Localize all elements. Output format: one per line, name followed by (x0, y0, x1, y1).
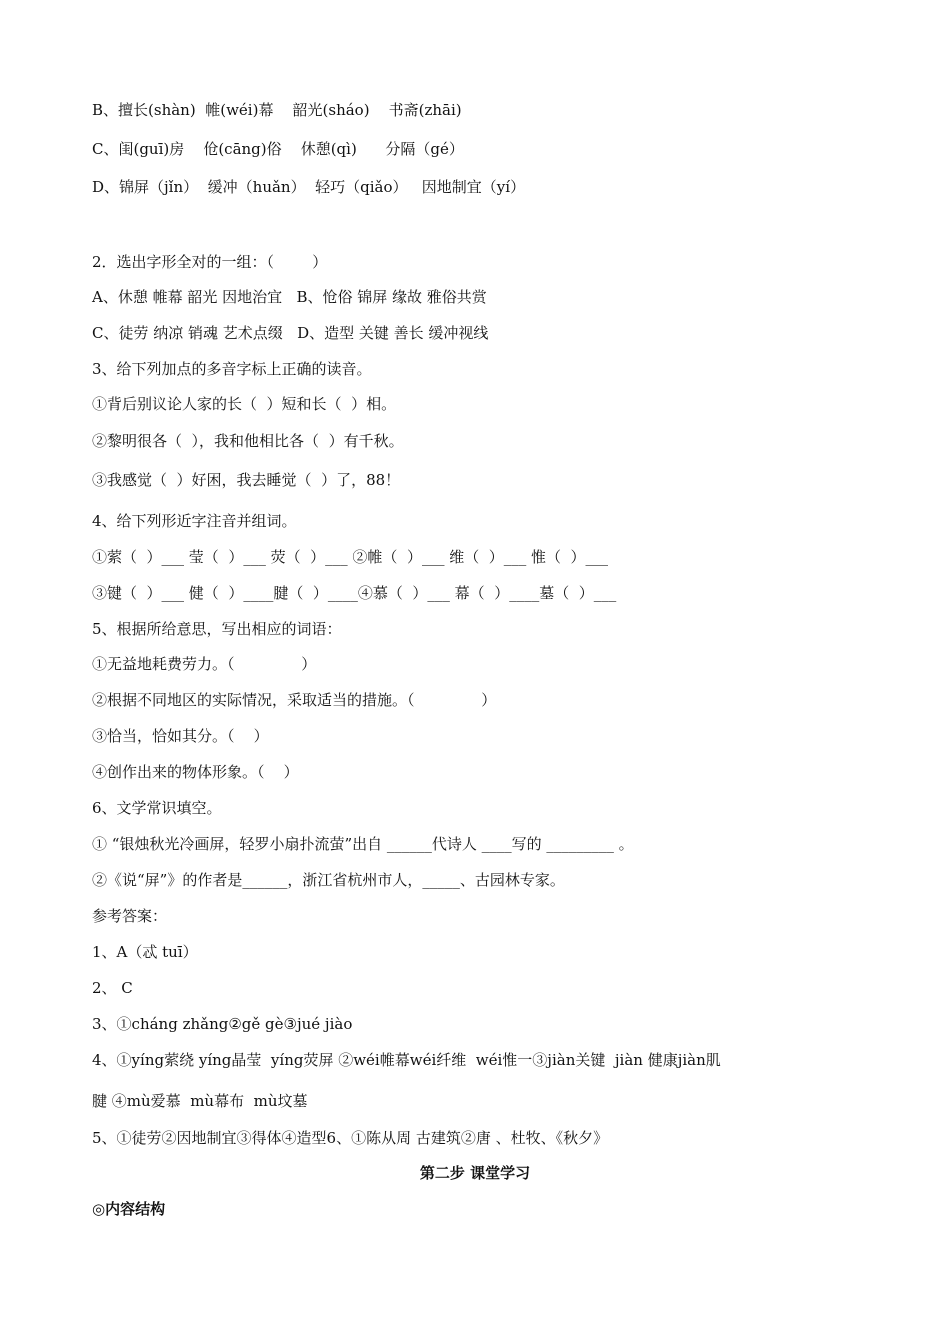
question-4-row-2: ③键（ ）___ 健（ ）____腱（ ）____④慕（ ）___ 幕（ ）____墓（ ）___ (92, 584, 617, 602)
question-3-item-1: ①背后别议论人家的长（ ）短和长（ ）相。 (92, 395, 397, 413)
answer-2: 2、 C (92, 979, 133, 997)
question-5-line: 5、根据所给意思，写出相应的词语： (92, 620, 342, 638)
question-2-option-ab: A、休憩 帷幕 韶光 因地治宜 B、怆俗 锦屏 缘故 雅俗共赏 (92, 288, 487, 306)
option-d-line: D、锦屏（jǐn） 缓冲（huǎn） 轻巧（qiǎo） 因地制宜（yí） (92, 178, 526, 196)
question-6-item-2: ②《说“屏”》的作者是______，浙江省杭州市人，_____、古园林专家。 (92, 871, 565, 889)
option-c-line: C、闺(guī)房 伧(cāng)俗 休憩(qì) 分隔（gé） (92, 140, 464, 158)
question-4-line: 4、给下列形近字注音并组词。 (92, 512, 297, 530)
question-3-item-2: ②黎明很各（ ），我和他相比各（ ）有千秋。 (92, 432, 404, 450)
question-2-option-cd: C、徒劳 纳凉 销魂 艺术点缀 D、造型 关键 善长 缓冲视线 (92, 324, 489, 342)
question-6-item-1: ① “银烛秋光冷画屏，轻罗小扇扑流萤”出自 ______代诗人 ____写的 _________ 。 (92, 835, 634, 853)
subheading: ◎内容结构 (92, 1200, 166, 1218)
answer-3: 3、①cháng zhǎng②gě gè③jué jiào (92, 1015, 353, 1033)
section-title: 第二步 课堂学习 (419, 1164, 531, 1182)
question-5-item-4: ④创作出来的物体形象。（ ） (92, 763, 299, 781)
answer-4-line-2: 腱 ④mù爱慕 mù幕布 mù坟墓 (92, 1092, 308, 1110)
question-4-row-1: ①萦（ ）___ 莹（ ）___ 荧（ ）___ ②帷（ ）___ 维（ ）___ 惟（ ）___ (92, 548, 609, 566)
answer-4-line-1: 4、①yíng萦绕 yíng晶莹 yíng荧屏 ②wéi帷幕wéi纤维 wéi惟一③jiàn关键 jiàn 健康jiàn肌 (92, 1051, 721, 1069)
question-5-item-3: ③恰当，恰如其分。（ ） (92, 727, 269, 745)
question-6-line: 6、文学常识填空。 (92, 799, 222, 817)
answer-1: 1、A（忒 tuī） (92, 943, 198, 961)
question-5-item-2: ②根据不同地区的实际情况，采取适当的措施。（ ） (92, 691, 497, 709)
answers-heading: 参考答案： (92, 907, 168, 925)
option-b-line: B、擅长(shàn) 帷(wéi)幕 韶光(sháo) 书斋(zhāi) (92, 101, 462, 119)
question-2-line: 2．选出字形全对的一组：（ ） (92, 253, 328, 271)
question-3-item-3: ③我感觉（ ）好困，我去睡觉（ ）了，88！ (92, 471, 401, 489)
answer-5-6: 5、①徒劳②因地制宜③得体④造型6、①陈从周 古建筑②唐 、杜牧、《秋夕》 (92, 1129, 609, 1147)
question-3-line: 3、给下列加点的多音字标上正确的读音。 (92, 360, 372, 378)
question-5-item-1: ①无益地耗费劳力。（ ） (92, 655, 317, 673)
